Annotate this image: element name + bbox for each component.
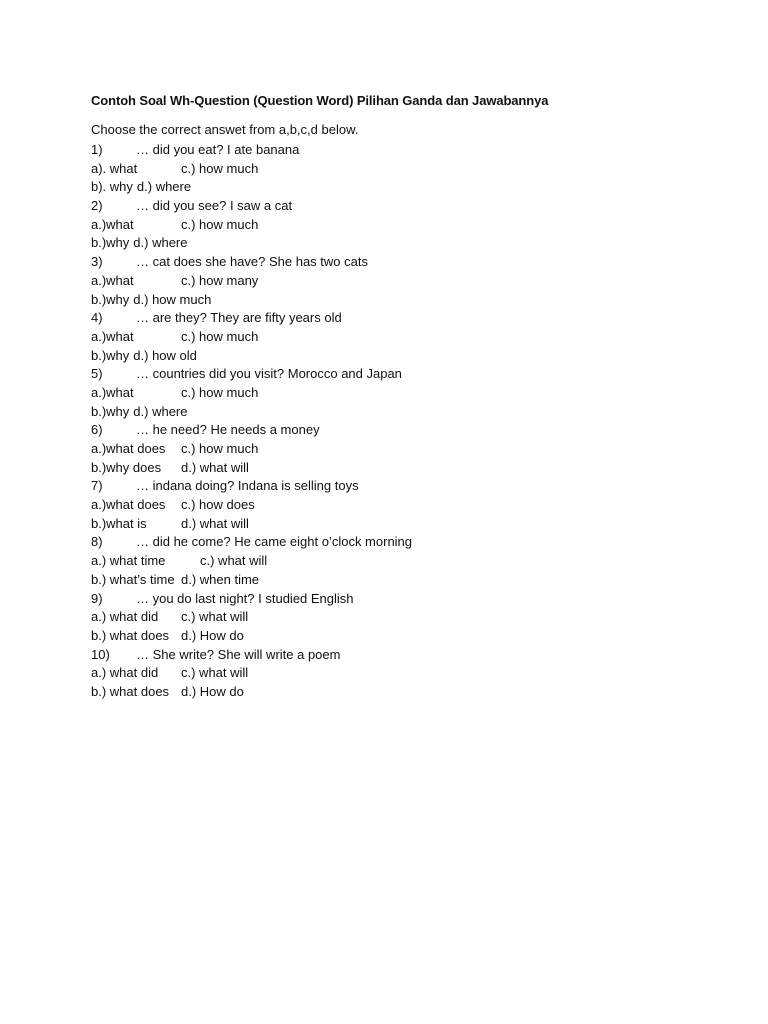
options-line-ac: [91, 664, 691, 683]
question-item: [91, 365, 691, 421]
options-line-ac: [91, 608, 691, 627]
question-text: … did you eat? I ate banana: [136, 142, 300, 157]
question-text: … She write? She will write a poem: [136, 646, 341, 662]
option-b: b.)why: [91, 291, 130, 307]
option-c: c.) how much: [181, 441, 259, 456]
question-line: [91, 141, 691, 160]
question-line: [91, 365, 691, 384]
option-c: c.) what will: [181, 609, 249, 625]
question-text: … cat does she have? She has two cats: [136, 254, 368, 270]
options-line-bd: [91, 459, 691, 478]
question-item: [91, 646, 691, 702]
options-line-ac: [91, 552, 691, 571]
question-number: 4): [91, 310, 103, 326]
options-line-bd: [91, 627, 691, 646]
document-title: Contoh Soal Wh-Question (Question Word) Pilihan Ganda dan Jawabannya: [91, 93, 549, 108]
question-item: [91, 309, 691, 365]
question-line: [91, 421, 691, 440]
option-d: d.) how old: [133, 347, 197, 363]
question-item: [91, 590, 691, 646]
question-line: [91, 533, 691, 552]
option-c: c.) what will: [200, 553, 268, 569]
option-c: c.) how many: [181, 272, 259, 288]
question-number: 1): [91, 142, 103, 157]
options-line-ac: [91, 440, 691, 459]
option-d: d.) how much: [133, 291, 212, 307]
option-d: d.) what will: [181, 459, 249, 475]
question-text: … indana doing? Indana is selling toys: [136, 478, 359, 494]
question-number: 2): [91, 198, 103, 214]
question-number: 10): [91, 646, 110, 662]
question-line: [91, 590, 691, 609]
option-a: a.) what did: [91, 665, 159, 681]
question-text: … he need? He needs a money: [136, 422, 320, 438]
question-item: [91, 141, 691, 197]
question-line: [91, 197, 691, 216]
question-number: 8): [91, 534, 103, 550]
instruction-text: Choose the correct answet from a,b,c,d below.: [91, 122, 359, 137]
options-line-ac: [91, 328, 691, 347]
options-line-ac: [91, 160, 691, 179]
option-c: c.) how much: [181, 384, 259, 400]
question-line: [91, 253, 691, 272]
option-a: a). what: [91, 160, 138, 176]
question-item: [91, 197, 691, 253]
options-line-bd: [91, 403, 691, 422]
question-line: [91, 309, 691, 328]
question-line: [91, 477, 691, 496]
option-b: b.)why: [91, 403, 130, 419]
question-item: [91, 533, 691, 589]
question-number: 6): [91, 422, 103, 438]
options-line-ac: [91, 272, 691, 291]
question-text: … did you see? I saw a cat: [136, 198, 293, 214]
option-b: b.) what’s time: [91, 571, 175, 587]
option-b: b.)what is: [91, 515, 147, 531]
options-line-ac: [91, 384, 691, 403]
options-line-bd: [91, 291, 691, 310]
option-b: b.)why does: [91, 459, 162, 475]
option-d: d.) How do: [181, 683, 244, 699]
question-text: … are they? They are fifty years old: [136, 310, 342, 326]
option-d: d.) what will: [181, 515, 249, 531]
option-a: a.)what: [91, 384, 134, 400]
option-a: a.) what time: [91, 553, 166, 569]
question-item: [91, 253, 691, 309]
option-a: a.)what: [91, 328, 134, 344]
option-a: a.)what: [91, 216, 134, 232]
question-text: … countries did you visit? Morocco and Japan: [136, 366, 402, 382]
question-line: [91, 646, 691, 665]
question-number: 5): [91, 366, 103, 382]
option-b: b.) what does: [91, 683, 170, 699]
question-item: [91, 421, 691, 477]
option-a: a.)what does: [91, 441, 166, 456]
options-line-ac: [91, 216, 691, 235]
option-d: d.) where: [133, 235, 188, 251]
question-item: [91, 477, 691, 533]
option-a: a.) what did: [91, 609, 159, 625]
option-b: b.) what does: [91, 627, 170, 643]
option-a: a.)what: [91, 272, 134, 288]
option-b: b). why: [91, 179, 133, 195]
option-d: d.) when time: [181, 571, 260, 587]
option-c: c.) what will: [181, 665, 249, 681]
question-list: [91, 141, 691, 702]
options-line-ac: [91, 496, 691, 515]
question-text: … you do last night? I studied English: [136, 590, 354, 606]
option-c: c.) how much: [181, 328, 259, 344]
option-c: c.) how much: [181, 160, 259, 176]
question-number: 7): [91, 478, 103, 494]
option-d: d.) where: [136, 179, 192, 195]
question-number: 9): [91, 590, 103, 606]
options-line-bd: [91, 234, 691, 253]
option-d: d.) How do: [181, 627, 244, 643]
option-b: b.)why: [91, 235, 130, 251]
options-line-bd: [91, 571, 691, 590]
options-line-bd: [91, 178, 691, 197]
options-line-bd: [91, 683, 691, 702]
option-a: a.)what does: [91, 497, 166, 513]
option-c: c.) how does: [181, 497, 255, 513]
option-d: d.) where: [133, 403, 188, 419]
question-number: 3): [91, 254, 103, 270]
option-c: c.) how much: [181, 216, 259, 232]
options-line-bd: [91, 347, 691, 366]
options-line-bd: [91, 515, 691, 534]
option-b: b.)why: [91, 347, 130, 363]
question-text: … did he come? He came eight o’clock morning: [136, 534, 413, 550]
